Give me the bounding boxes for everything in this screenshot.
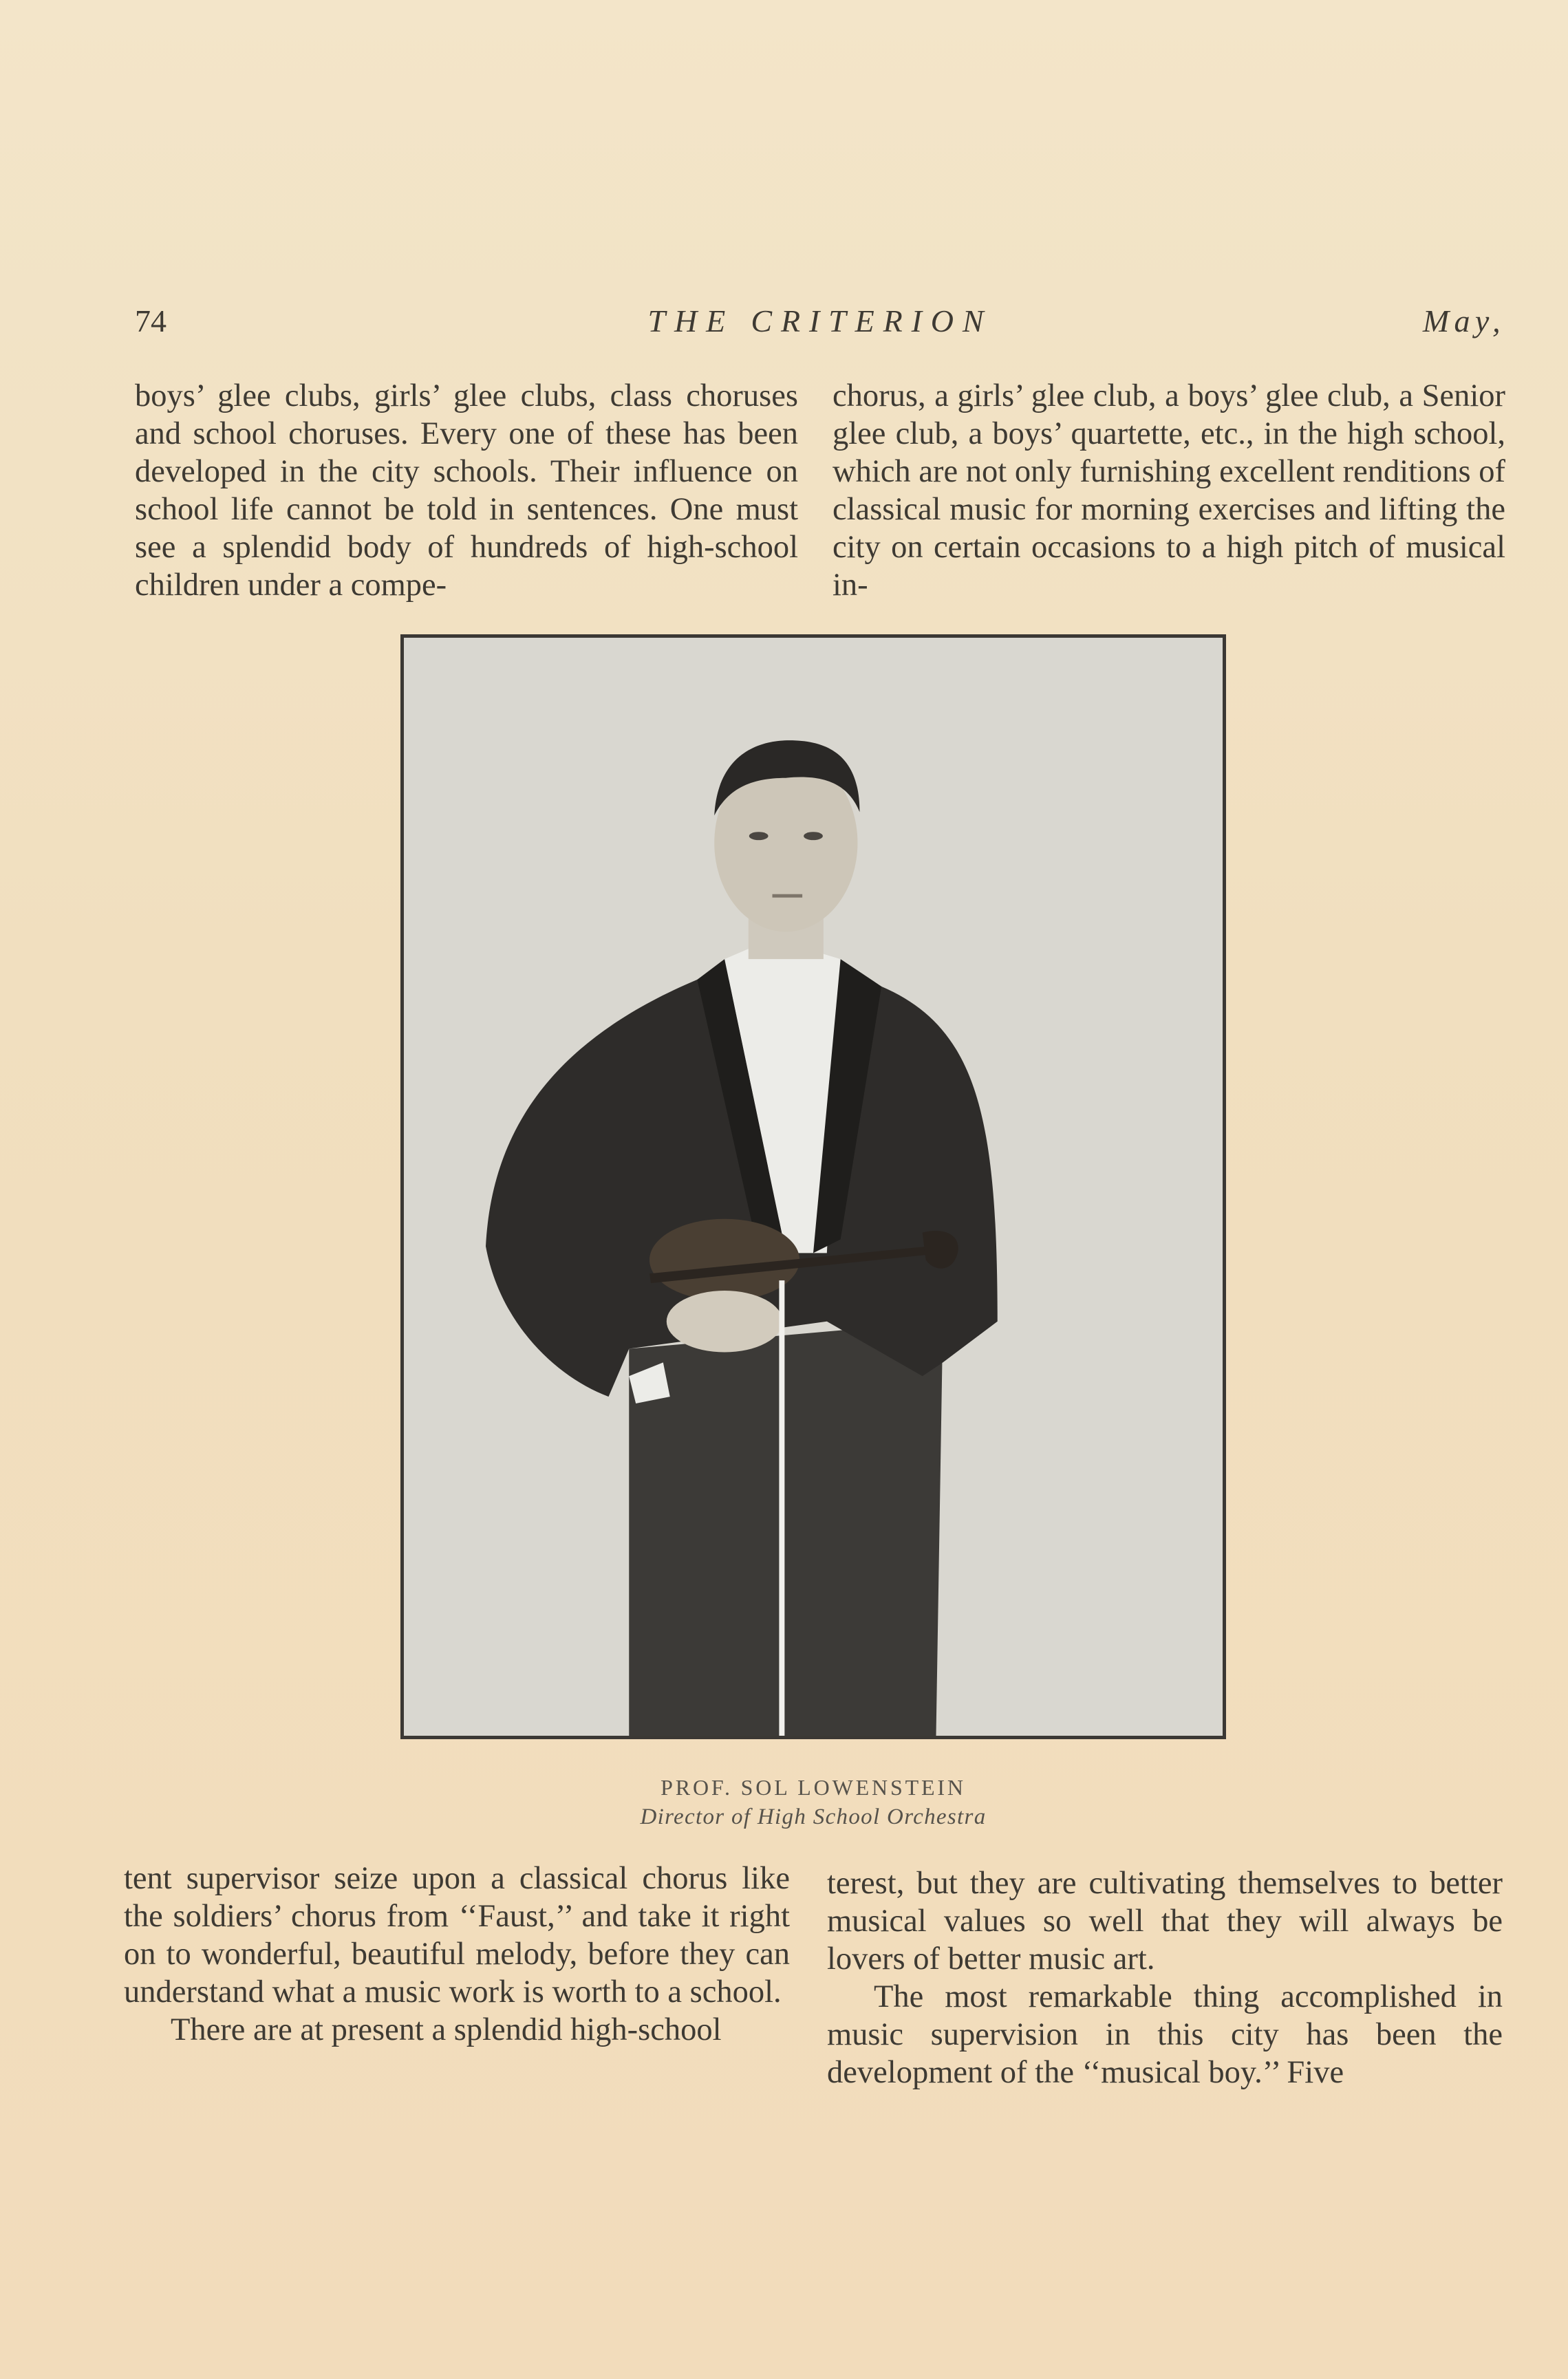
paragraph: There are at present a splendid high-school [171,2012,722,2047]
paragraph: chorus, a girls’ glee club, a boys’ glee club, a Senior glee club, a boys’ quartette, etc., in the high school, which are not only furnishing excellent renditions of classical music for morning exercises and lifting the city on certain occasions to a high pitch of musical in- [833,378,1505,603]
page-number: 74 [135,303,167,338]
portrait-photo [400,634,1226,1739]
paragraph: The most remarkable thing accomplished in music supervision in this city has been the development of the ‘‘musical boy.’’ Five [827,1979,1503,2090]
running-header [135,303,1505,344]
column-bottom-left [124,1860,790,2049]
portrait-photo-icon [404,638,1223,1736]
running-title: THE CRITERION [647,303,993,338]
caption-title: Director of High School Orchestra [640,1805,987,1829]
column-top-left [135,377,798,604]
column-top-right [833,377,1505,604]
paragraph: terest, but they are cultivating themselves to better musical values so well that they will always be lovers of better music art. [827,1866,1503,1977]
caption-name: PROF. SOL LOWENSTEIN [661,1775,966,1800]
paragraph: boys’ glee clubs, girls’ glee clubs, class choruses and school choruses. Every one of these has been developed in the city schools. Their influence on school life cannot be told in sentences. One must see a splendid body of hundreds of high-school children under a compe- [135,378,798,603]
paragraph: tent supervisor seize upon a classical chorus like the soldiers’ chorus from ‘‘Faust,’’ and take it right on to wonderful, beautiful melody, before they can understand what a music work is worth to a school. [124,1861,790,2010]
column-bottom-right [827,1864,1503,2091]
running-month: May, [1422,303,1505,338]
photo-caption [400,1775,1226,1830]
